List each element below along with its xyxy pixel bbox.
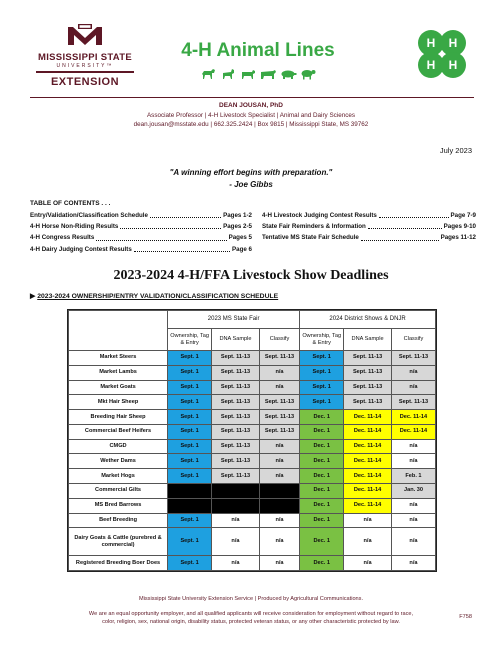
toc-item [30, 232, 252, 243]
author-name: DEAN JOUSAN, PhD [219, 102, 283, 109]
row-label: Commercial Gilts [69, 484, 168, 499]
table-row [69, 365, 436, 380]
column-header: Ownership, Tag & Entry [168, 329, 212, 351]
table-row [69, 395, 436, 410]
msu-divider [36, 71, 134, 73]
msu-name: MISSISSIPPI STATE [38, 52, 132, 63]
table-cell: Dec. 11-14 [344, 454, 392, 469]
row-label: Beef Breeding [69, 513, 168, 528]
table-cell: Sept. 11-13 [212, 395, 260, 410]
svg-text:H: H [448, 58, 458, 72]
schedule-heading [30, 292, 278, 300]
table-cell: Sept. 1 [168, 424, 212, 439]
toc-item-label: State Fair Reminders & Information [262, 223, 366, 231]
sheep-icon [300, 68, 317, 80]
table-cell: n/a [344, 556, 392, 571]
table-cell: n/a [212, 528, 260, 556]
table-cell: Sept. 1 [168, 556, 212, 571]
column-header: Classify [391, 329, 435, 351]
table-cell: n/a [259, 513, 299, 528]
row-label: Dairy Goats & Cattle (purebred & commercial) [69, 528, 168, 556]
toc-leader-dots [379, 210, 449, 218]
row-label: MS Bred Barrows [69, 498, 168, 513]
arrow-right-icon: ▶ [30, 293, 36, 300]
cow-icon [260, 68, 277, 80]
table-cell: Sept. 1 [168, 380, 212, 395]
table-cell: Dec. 1 [300, 439, 344, 454]
table-cell: n/a [259, 439, 299, 454]
4h-clover-logo-icon [412, 24, 472, 84]
table-row [69, 380, 436, 395]
table-cell [168, 484, 212, 499]
msu-m-logo-icon [67, 24, 103, 46]
table-cell: n/a [212, 556, 260, 571]
table-cell: Sept. 11-13 [344, 365, 392, 380]
table-cell: Sept. 1 [168, 513, 212, 528]
toc-item-label: 4-H Dairy Judging Contest Results [30, 245, 132, 253]
author-contact-info: dean.jousan@msstate.edu | 662.325.2424 | Box 9815 | Mississippi State, MS 39762 [133, 121, 369, 128]
column-header: DNA Sample [212, 329, 260, 351]
row-label: Market Lambs [69, 365, 168, 380]
issue-date: July 2023 [439, 146, 472, 155]
table-cell: Dec. 1 [300, 410, 344, 425]
calf-icon [240, 68, 257, 80]
table-cell: Sept. 1 [168, 469, 212, 484]
table-cell: n/a [259, 454, 299, 469]
toc-leader-dots [368, 221, 442, 229]
table-cell: Sept. 11-13 [212, 439, 260, 454]
toc-item-label: Tentative MS State Fair Schedule [262, 234, 359, 242]
table-cell: n/a [391, 454, 435, 469]
main-title: 2023-2024 4-H/FFA Livestock Show Deadlines [113, 268, 389, 283]
msu-extension-logo [30, 24, 140, 92]
row-label: Commercial Beef Heifers [69, 424, 168, 439]
toc-item [262, 221, 476, 232]
table-cell: Dec. 11-14 [344, 424, 392, 439]
table-cell: Sept. 11-13 [344, 351, 392, 366]
column-header: Ownership, Tag & Entry [300, 329, 344, 351]
toc-item [30, 221, 252, 232]
table-cell: n/a [259, 380, 299, 395]
table-row [69, 484, 436, 499]
table-cell: n/a [391, 380, 435, 395]
toc-leader-dots [134, 244, 230, 252]
table-cell: Sept. 11-13 [212, 469, 260, 484]
table-cell [212, 484, 260, 499]
table-cell: Sept. 1 [300, 365, 344, 380]
table-row [69, 528, 436, 556]
table-cell: n/a [259, 556, 299, 571]
toc-item [30, 210, 252, 221]
toc-item-label: Entry/Validation/Classification Schedule [30, 212, 148, 219]
column-header: DNA Sample [344, 329, 392, 351]
svg-text:H: H [426, 58, 436, 72]
table-cell [259, 484, 299, 499]
quote-block [0, 167, 502, 191]
quote-text: "A winning effort begins with preparation." [169, 168, 333, 177]
row-label: CMGD [69, 439, 168, 454]
msu-extension: EXTENSION [50, 75, 120, 88]
table-cell: n/a [344, 513, 392, 528]
row-label: Market Steers [69, 351, 168, 366]
toc-item-label: 4-H Livestock Judging Contest Results [262, 212, 377, 219]
table-cell: Sept. 11-13 [212, 365, 260, 380]
schedule-heading-text: 2023-2024 OWNERSHIP/ENTRY VALIDATION/CLASSIFICATION SCHEDULE [37, 293, 279, 300]
table-row [69, 410, 436, 425]
table-cell: n/a [391, 365, 435, 380]
schedule-table [67, 309, 437, 572]
table-row [69, 469, 436, 484]
table-cell: Dec. 11-14 [391, 424, 435, 439]
table-cell: Dec. 1 [300, 424, 344, 439]
quote-author: - Joe Gibbs [229, 180, 273, 189]
contact-block [0, 101, 502, 130]
row-label: Wether Dams [69, 454, 168, 469]
table-cell: Sept. 11-13 [212, 454, 260, 469]
title-block [160, 40, 356, 80]
column-header: Classify [259, 329, 299, 351]
toc-leader-dots [120, 221, 221, 229]
table-row [69, 556, 436, 571]
table-cell: Sept. 11-13 [344, 380, 392, 395]
toc-leader-dots [96, 232, 226, 240]
table-cell: Dec. 11-14 [391, 410, 435, 425]
toc-item [30, 244, 252, 255]
table-cell: n/a [391, 498, 435, 513]
row-label: Breeding Hair Sheep [69, 410, 168, 425]
table-cell [168, 498, 212, 513]
toc-item-page: Pages 5 [228, 234, 252, 242]
horse-icon [200, 68, 217, 80]
table-corner [69, 311, 168, 351]
table-cell: Sept. 11-13 [212, 410, 260, 425]
table-cell: Dec. 1 [300, 556, 344, 571]
toc-heading: TABLE OF CONTENTS . . . [30, 200, 111, 207]
toc-left-column [30, 210, 252, 255]
table-cell: n/a [212, 513, 260, 528]
table-row [69, 513, 436, 528]
table-cell: Sept. 1 [168, 365, 212, 380]
pig-icon [280, 68, 297, 80]
table-cell: Dec. 1 [300, 498, 344, 513]
animal-icons [160, 68, 356, 80]
table-cell: Sept. 11-13 [212, 424, 260, 439]
table-cell: Dec. 1 [300, 454, 344, 469]
toc-item [262, 210, 476, 221]
group-header-state-fair: 2023 MS State Fair [168, 311, 300, 329]
table-cell: n/a [391, 556, 435, 571]
row-label: Market Hogs [69, 469, 168, 484]
svg-text:H: H [426, 36, 436, 50]
table-cell: n/a [391, 528, 435, 556]
publication-code: F758 [459, 614, 472, 620]
footer-line-2: We are an equal opportunity employer, and all qualified applicants will receive consideration for employment without regard to race, [88, 611, 414, 617]
toc-item-page: Pages 9-10 [443, 223, 476, 231]
table-cell: Dec. 11-14 [344, 439, 392, 454]
table-cell: Dec. 11-14 [344, 498, 392, 513]
footer [0, 595, 502, 626]
table-cell: Dec. 1 [300, 484, 344, 499]
table-cell: n/a [391, 513, 435, 528]
newsletter-header [0, 0, 502, 98]
toc-item-label: 4-H Horse Non-Riding Results [30, 223, 119, 231]
toc-item-page: Pages 11-12 [440, 234, 476, 242]
table-cell [212, 498, 260, 513]
table-cell: Sept. 1 [168, 439, 212, 454]
table-cell: Sept. 11-13 [259, 410, 299, 425]
table-cell: n/a [259, 528, 299, 556]
goat-icon [220, 68, 237, 80]
table-cell: Dec. 1 [300, 528, 344, 556]
toc-item-page: Pages 2-5 [223, 223, 252, 231]
footer-line-1: Mississippi State University Extension Service | Produced by Agricultural Communications. [138, 596, 364, 602]
table-cell: Sept. 11-13 [259, 395, 299, 410]
toc-item-page: Page 7-9 [450, 212, 476, 219]
row-label: Registered Breeding Boer Does [69, 556, 168, 571]
toc-item [262, 232, 476, 243]
table-cell: Sept. 11-13 [259, 424, 299, 439]
table-cell: Sept. 11-13 [391, 351, 435, 366]
table-cell: Sept. 1 [168, 395, 212, 410]
table-cell: n/a [391, 439, 435, 454]
table-cell: Sept. 1 [168, 454, 212, 469]
table-cell: Sept. 1 [168, 410, 212, 425]
table-row [69, 424, 436, 439]
toc-item-label: 4-H Congress Results [30, 234, 95, 242]
table-row [69, 498, 436, 513]
table-row [69, 351, 436, 366]
toc-leader-dots [361, 232, 439, 240]
header-divider [30, 97, 474, 98]
toc-leader-dots [150, 210, 221, 218]
row-label: Mkt Hair Sheep [69, 395, 168, 410]
toc-item-page: Pages 1-2 [223, 212, 252, 219]
table-cell: n/a [344, 528, 392, 556]
table-cell: Sept. 1 [168, 351, 212, 366]
toc-right-column [262, 210, 476, 244]
table-cell: Sept. 11-13 [259, 351, 299, 366]
footer-line-3: color, religion, sex, national origin, disability status, protected veteran status, or any other characteristic protected by law. [102, 619, 400, 625]
row-label: Market Goats [69, 380, 168, 395]
newsletter-title: 4-H Animal Lines [181, 40, 335, 61]
table-cell: Dec. 11-14 [344, 469, 392, 484]
toc-item-page: Page 6 [232, 245, 252, 253]
table-cell: Dec. 1 [300, 513, 344, 528]
table-cell: Sept. 11-13 [344, 395, 392, 410]
table-cell: Dec. 11-14 [344, 484, 392, 499]
table-cell: Dec. 11-14 [344, 410, 392, 425]
table-cell: Sept. 1 [168, 528, 212, 556]
table-cell: Sept. 11-13 [212, 351, 260, 366]
table-cell: Sept. 11-13 [212, 380, 260, 395]
table-cell: Sept. 1 [300, 380, 344, 395]
table-cell: Sept. 1 [300, 351, 344, 366]
table-cell: Feb. 1 [391, 469, 435, 484]
table-row [69, 454, 436, 469]
table-cell: Jan. 30 [391, 484, 435, 499]
table-cell: Sept. 11-13 [391, 395, 435, 410]
table-cell: Dec. 1 [300, 469, 344, 484]
table-cell: Sept. 1 [300, 395, 344, 410]
table-cell [259, 498, 299, 513]
group-header-district: 2024 District Shows & DNJR [300, 311, 436, 329]
msu-university: UNIVERSITY™ [56, 63, 114, 69]
table-cell: n/a [259, 365, 299, 380]
table-row [69, 439, 436, 454]
author-role: Associate Professor | 4-H Livestock Specialist | Animal and Dairy Sciences [146, 111, 355, 119]
svg-text:H: H [448, 36, 458, 50]
table-cell: n/a [259, 469, 299, 484]
